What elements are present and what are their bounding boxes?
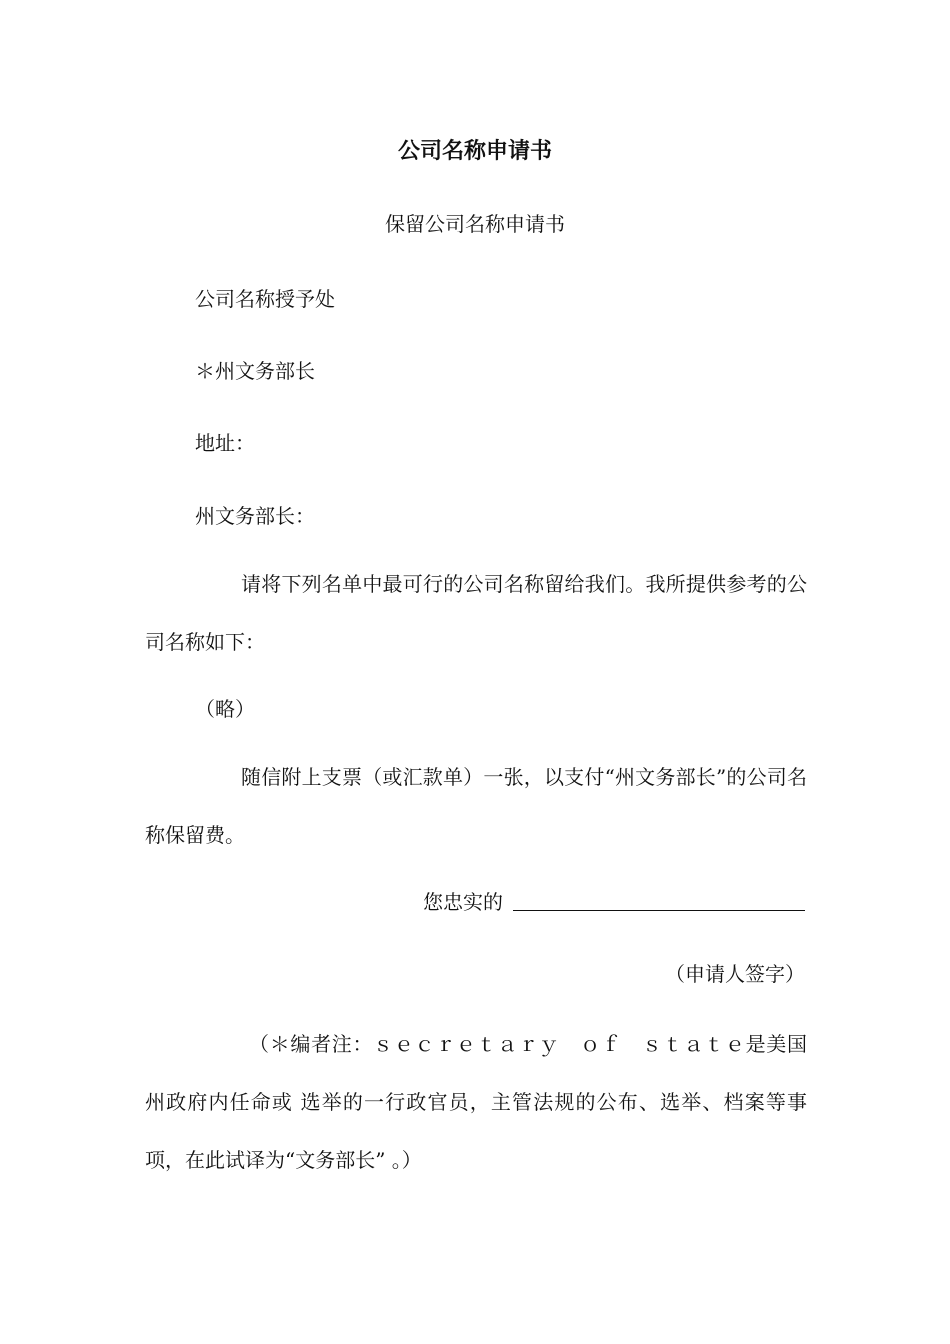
recipient-line: 公司名称授予处 [195, 287, 335, 311]
salutation-line: 州文务部长： [195, 504, 315, 528]
closing-text: 您忠实的 [423, 890, 503, 914]
request-paragraph: 请将下列名单中最可行的公司名称留给我们。我所提供参考的公司名称如下： [145, 572, 807, 654]
document-subtitle: 保留公司名称申请书 [385, 212, 565, 236]
payment-paragraph: 随信附上支票（或汇款单）一张，以支付“州文务部长”的公司名称保留费。 [145, 765, 807, 847]
closing-line [423, 886, 805, 915]
document-title: 公司名称申请书 [397, 138, 552, 164]
omitted-list: （略） [195, 697, 255, 721]
signature-note: （申请人签字） [665, 962, 805, 986]
editor-note: （＊编者注：ｓｅｃｒｅｔａｒｙ ｏｆ ｓｔａｔｅ是美国州政府内任命或 选举的一行政官员，主管法规的公布、选举、档案等事项，在此试译为“文务部长” 。） [145, 1032, 807, 1172]
secretary-line: ＊州文务部长 [195, 359, 315, 383]
signature-underline [513, 909, 805, 911]
address-label: 地址： [195, 431, 255, 455]
